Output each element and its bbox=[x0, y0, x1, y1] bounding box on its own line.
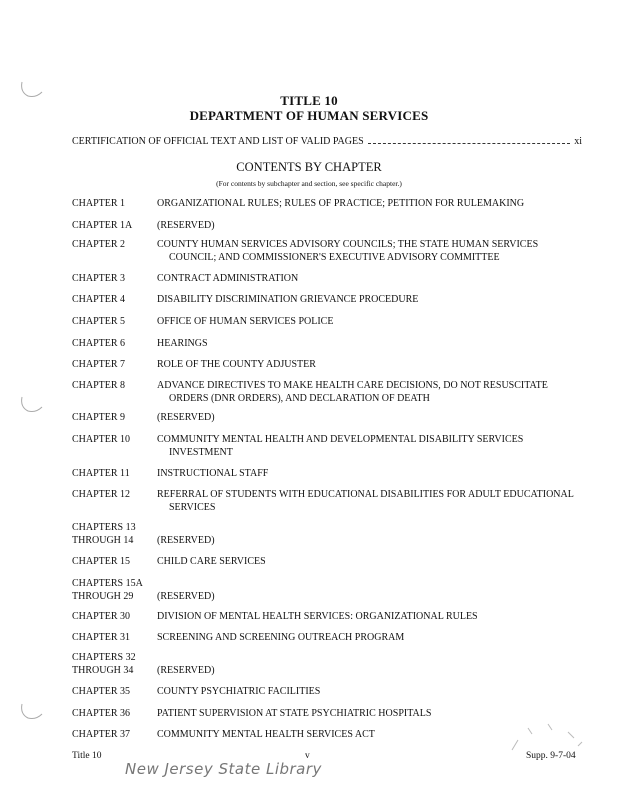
chapter-label-line: THROUGH 29 bbox=[72, 591, 134, 602]
footer-supplement-date: Supp. 9-7-04 bbox=[526, 751, 576, 761]
chapter-label-line: CHAPTER 4 bbox=[72, 294, 126, 305]
chapter-description-line bbox=[157, 521, 587, 534]
chapter-label bbox=[72, 315, 157, 328]
chapter-label-line: CHAPTER 8 bbox=[72, 380, 126, 391]
chapter-description-line: COUNTY HUMAN SERVICES ADVISORY COUNCILS; THE STATE HUMAN SERVICES bbox=[157, 239, 539, 250]
chapter-description-line: PATIENT SUPERVISION AT STATE PSYCHIATRIC HOSPITALS bbox=[157, 708, 432, 719]
chapter-description bbox=[157, 728, 587, 741]
chapter-label bbox=[72, 293, 157, 306]
chapter-label-line: CHAPTER 1A bbox=[72, 220, 133, 231]
chapter-label bbox=[72, 488, 157, 501]
chapter-description-line: (RESERVED) bbox=[157, 665, 215, 676]
chapter-label-line: CHAPTERS 15A bbox=[72, 578, 143, 589]
chapter-description bbox=[157, 411, 587, 424]
chapter-label-line: CHAPTER 35 bbox=[72, 686, 131, 697]
chapter-label bbox=[72, 728, 157, 741]
chapter-label-line: CHAPTER 6 bbox=[72, 338, 126, 349]
chapter-description bbox=[157, 555, 587, 568]
chapter-label bbox=[72, 238, 157, 251]
footer-page-number: v bbox=[305, 751, 310, 761]
chapter-description bbox=[157, 315, 587, 328]
chapter-description-line bbox=[157, 651, 587, 664]
chapter-description-line: (RESERVED) bbox=[157, 412, 215, 423]
chapter-description bbox=[157, 197, 587, 210]
chapter-label-line: THROUGH 14 bbox=[72, 535, 134, 546]
chapter-description-line bbox=[157, 577, 587, 590]
chapter-description bbox=[157, 433, 587, 459]
chapter-description bbox=[157, 238, 587, 264]
library-stamp: New Jersey State Library bbox=[125, 760, 322, 778]
chapter-label bbox=[72, 219, 157, 232]
chapter-label-line: CHAPTER 7 bbox=[72, 359, 126, 370]
chapter-label bbox=[72, 337, 157, 350]
chapter-description bbox=[157, 272, 587, 285]
chapter-label-line: CHAPTER 30 bbox=[72, 611, 131, 622]
certification-line bbox=[72, 136, 582, 147]
chapter-label bbox=[72, 577, 157, 603]
chapter-label bbox=[72, 555, 157, 568]
chapter-label-line: CHAPTER 9 bbox=[72, 412, 126, 423]
chapter-label-line: CHAPTER 37 bbox=[72, 729, 131, 740]
document-subtitle: DEPARTMENT OF HUMAN SERVICES bbox=[189, 108, 429, 123]
chapter-label-line: CHAPTERS 13 bbox=[72, 522, 136, 533]
chapter-label-line: THROUGH 34 bbox=[72, 665, 134, 676]
chapter-description bbox=[157, 610, 587, 623]
chapter-label-line: CHAPTER 12 bbox=[72, 489, 131, 500]
chapter-label-line: CHAPTER 1 bbox=[72, 198, 126, 209]
chapter-description-line: INVESTMENT bbox=[169, 447, 233, 458]
chapter-description-line: CHILD CARE SERVICES bbox=[157, 556, 266, 567]
document-title: TITLE 10 bbox=[280, 93, 338, 108]
chapter-description-line: SERVICES bbox=[169, 502, 216, 513]
chapter-description bbox=[157, 358, 587, 371]
chapter-description-line: DIVISION OF MENTAL HEALTH SERVICES: ORGANIZATIONAL RULES bbox=[157, 611, 478, 622]
chapter-description-line: CONTRACT ADMINISTRATION bbox=[157, 273, 299, 284]
chapter-description-line: COMMUNITY MENTAL HEALTH SERVICES ACT bbox=[157, 729, 375, 740]
chapter-description bbox=[157, 631, 587, 644]
chapter-description-line: (RESERVED) bbox=[157, 535, 215, 546]
chapter-description-line: ORGANIZATIONAL RULES; RULES OF PRACTICE; PETITION FOR RULEMAKING bbox=[157, 198, 525, 209]
chapter-label-line: CHAPTER 11 bbox=[72, 468, 130, 479]
chapter-label-line: CHAPTER 3 bbox=[72, 273, 126, 284]
chapter-description bbox=[157, 707, 587, 720]
chapter-description-line: ORDERS (DNR ORDERS), AND DECLARATION OF DEATH bbox=[169, 393, 430, 404]
chapter-label bbox=[72, 272, 157, 285]
chapter-label-line: CHAPTERS 32 bbox=[72, 652, 136, 663]
chapter-description-line: COUNTY PSYCHIATRIC FACILITIES bbox=[157, 686, 321, 697]
chapter-label-line: CHAPTER 36 bbox=[72, 708, 131, 719]
chapter-description bbox=[157, 651, 587, 677]
footer-title: Title 10 bbox=[72, 751, 102, 761]
chapter-label bbox=[72, 707, 157, 720]
chapter-description bbox=[157, 488, 587, 514]
chapter-description bbox=[157, 293, 587, 306]
chapter-description-line: OFFICE OF HUMAN SERVICES POLICE bbox=[157, 316, 334, 327]
chapter-label-line: CHAPTER 10 bbox=[72, 434, 131, 445]
chapter-description-line: COMMUNITY MENTAL HEALTH AND DEVELOPMENTAL DISABILITY SERVICES bbox=[157, 434, 524, 445]
binder-hole-mark bbox=[18, 393, 48, 417]
chapter-description-line: ROLE OF THE COUNTY ADJUSTER bbox=[157, 359, 316, 370]
chapter-label bbox=[72, 379, 157, 392]
chapter-description-line: INSTRUCTIONAL STAFF bbox=[157, 468, 269, 479]
chapter-description bbox=[157, 219, 587, 232]
chapter-label-line: CHAPTER 5 bbox=[72, 316, 126, 327]
chapter-description-line: DISABILITY DISCRIMINATION GRIEVANCE PROCEDURE bbox=[157, 294, 419, 305]
chapter-label bbox=[72, 685, 157, 698]
chapter-label bbox=[72, 433, 157, 446]
chapter-description bbox=[157, 467, 587, 480]
chapter-description-line: HEARINGS bbox=[157, 338, 208, 349]
contents-note: (For contents by subchapter and section, see specific chapter.) bbox=[216, 179, 402, 188]
chapter-label bbox=[72, 411, 157, 424]
chapter-label bbox=[72, 358, 157, 371]
chapter-description-line: ADVANCE DIRECTIVES TO MAKE HEALTH CARE DECISIONS, DO NOT RESUSCITATE bbox=[157, 380, 548, 391]
chapter-description bbox=[157, 379, 587, 405]
dot-leader bbox=[368, 143, 571, 144]
chapter-label bbox=[72, 197, 157, 210]
binder-hole-mark bbox=[18, 700, 48, 724]
chapter-description bbox=[157, 577, 587, 603]
chapter-description bbox=[157, 685, 587, 698]
chapter-description bbox=[157, 337, 587, 350]
certification-text: CERTIFICATION OF OFFICIAL TEXT AND LIST OF VALID PAGES bbox=[72, 136, 364, 147]
chapter-description-line: (RESERVED) bbox=[157, 220, 215, 231]
chapter-label-line: CHAPTER 2 bbox=[72, 239, 126, 250]
chapter-label bbox=[72, 521, 157, 547]
chapter-label bbox=[72, 610, 157, 623]
chapter-label bbox=[72, 651, 157, 677]
chapter-description-line: REFERRAL OF STUDENTS WITH EDUCATIONAL DISABILITIES FOR ADULT EDUCATIONAL bbox=[157, 489, 574, 500]
chapter-label bbox=[72, 631, 157, 644]
chapter-description-line: COUNCIL; AND COMMISSIONER'S EXECUTIVE ADVISORY COMMITTEE bbox=[169, 252, 500, 263]
certification-page: xi bbox=[574, 136, 582, 147]
chapter-label-line: CHAPTER 15 bbox=[72, 556, 131, 567]
chapter-description bbox=[157, 521, 587, 547]
chapter-description-line: (RESERVED) bbox=[157, 591, 215, 602]
chapter-label-line: CHAPTER 31 bbox=[72, 632, 131, 643]
chapter-label bbox=[72, 467, 157, 480]
chapter-description-line: SCREENING AND SCREENING OUTREACH PROGRAM bbox=[157, 632, 405, 643]
contents-heading: CONTENTS BY CHAPTER bbox=[236, 160, 382, 174]
